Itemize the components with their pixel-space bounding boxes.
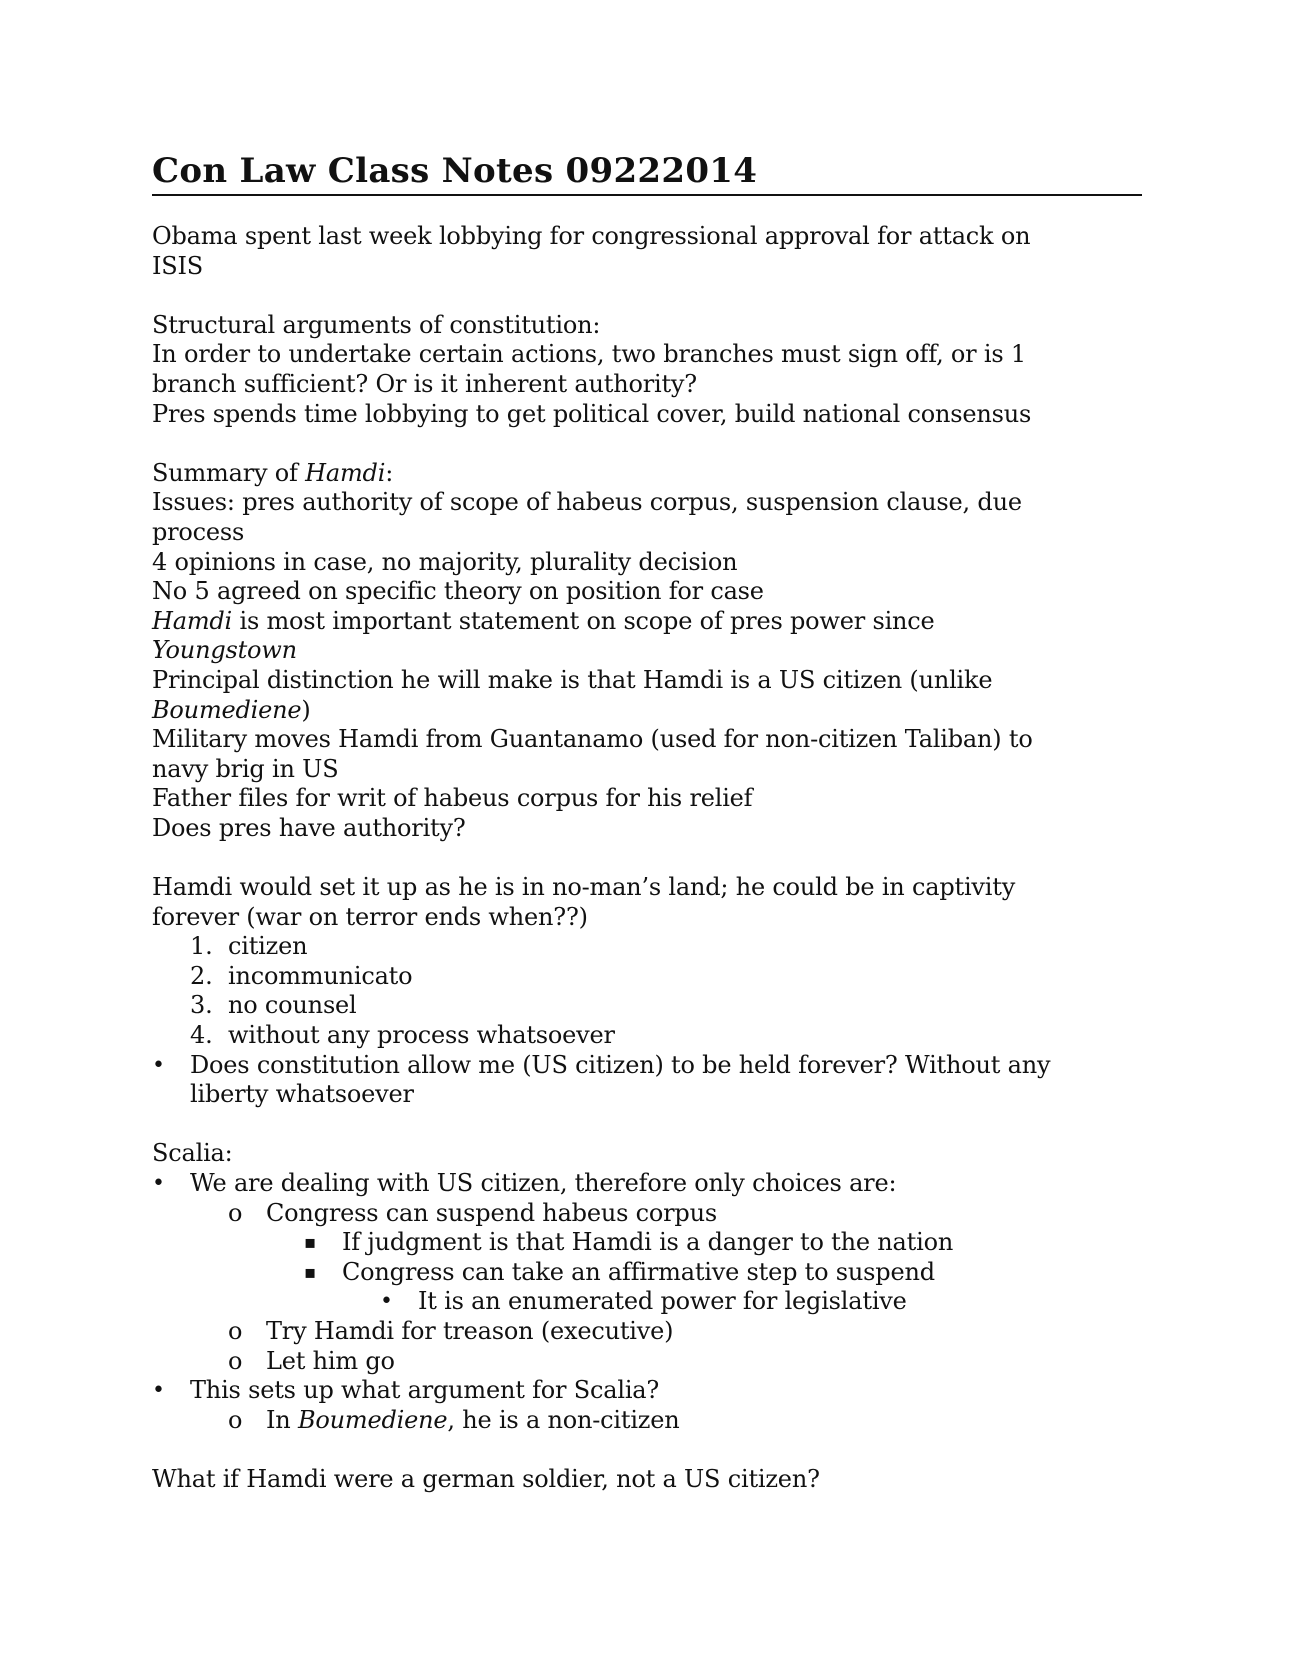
- sub-bullet-item: o In Boumediene, he is a non-citizen: [228, 1405, 680, 1434]
- bullet-item: • Does constitution allow me (US citizen) to be held forever? Without any liberty whatsoever: [152, 1050, 1051, 1109]
- text-line: Issues: pres authority of scope of habeus corpus, suspension clause, due: [152, 488, 1022, 517]
- sub-bullet-item: o Try Hamdi for treason (executive): [228, 1316, 674, 1345]
- list-item: 2. incommunicato: [190, 961, 413, 990]
- circle-bullet-icon: o: [228, 1405, 243, 1434]
- bullet-icon: •: [152, 1171, 165, 1196]
- bullet-item: • This sets up what argument for Scalia?: [152, 1376, 660, 1405]
- text-line: Hamdi would set it up as he is in no-man’s land; he could be in captivity: [152, 873, 1016, 902]
- text-line: Structural arguments of constitution:: [152, 310, 601, 339]
- scalia-section: [152, 1139, 1142, 1435]
- text-line: No 5 agreed on specific theory on position for case: [152, 577, 764, 606]
- sub-sub-bullet-item: ▪ Congress can take an affirmative step to suspend: [304, 1257, 935, 1286]
- sub-bullet-item: o Congress can suspend habeus corpus: [228, 1198, 717, 1227]
- text-line: navy brig in US: [152, 754, 339, 783]
- sub-bullet-item: o Let him go: [228, 1346, 395, 1375]
- document-body: [152, 150, 1142, 1495]
- list-number: 1.: [190, 932, 213, 961]
- text-line: 4 opinions in case, no majority, plurality decision: [152, 547, 738, 576]
- summary-paragraph: [152, 459, 1142, 844]
- square-bullet-icon: ▪: [304, 1232, 316, 1254]
- text-line: Hamdi is most important statement on scope of pres power since: [152, 606, 935, 635]
- text-line: branch sufficient? Or is it inherent authority?: [152, 369, 697, 398]
- closing-question: What if Hamdi were a german soldier, not a US citizen?: [152, 1464, 820, 1493]
- bullet-item: • We are dealing with US citizen, therefore only choices are:: [152, 1169, 897, 1197]
- bullet-icon: •: [380, 1289, 393, 1315]
- text-line: Boumediene): [152, 695, 311, 724]
- text-line: Father files for writ of habeus corpus for his relief: [152, 784, 753, 813]
- text-line: Principal distinction he will make is that Hamdi is a US citizen (unlike: [152, 665, 993, 694]
- sub-sub-bullet-item: ▪ If judgment is that Hamdi is a danger to the nation: [304, 1228, 954, 1257]
- list-number: 2.: [190, 961, 213, 990]
- list-number: 4.: [190, 1021, 213, 1050]
- text-line: Military moves Hamdi from Guantanamo (used for non-citizen Taliban) to: [152, 725, 1033, 754]
- hamdi-setup-section: [152, 873, 1142, 1110]
- text-line: forever (war on terror ends when??): [152, 902, 588, 931]
- list-item: 1. citizen: [190, 932, 308, 961]
- section-heading: Scalia:: [152, 1139, 233, 1168]
- square-bullet-icon: ▪: [304, 1261, 316, 1283]
- circle-bullet-icon: o: [228, 1198, 243, 1227]
- text-line: process: [152, 517, 245, 546]
- structural-paragraph: [152, 311, 1142, 429]
- page-title: Con Law Class Notes 09222014: [152, 150, 1142, 196]
- list-item: 4. without any process whatsoever: [190, 1021, 615, 1050]
- text-line: Does pres have authority?: [152, 813, 466, 842]
- text-line: Obama spent last week lobbying for congressional approval for attack on: [152, 222, 1031, 250]
- notes-content: [152, 222, 1142, 1495]
- level4-bullet-item: • It is an enumerated power for legislative: [380, 1287, 907, 1316]
- text-line: ISIS: [152, 251, 204, 280]
- text-line: Youngstown: [152, 636, 297, 665]
- circle-bullet-icon: o: [228, 1316, 243, 1345]
- intro-paragraph: [152, 222, 1142, 281]
- list-number: 3.: [190, 991, 213, 1020]
- text-line: In order to undertake certain actions, two branches must sign off, or is 1: [152, 340, 1026, 369]
- circle-bullet-icon: o: [228, 1346, 243, 1375]
- bullet-icon: •: [152, 1378, 165, 1404]
- list-item: 3. no counsel: [190, 991, 357, 1020]
- summary-heading: Summary of Hamdi:: [152, 458, 394, 487]
- bullet-icon: •: [152, 1052, 165, 1078]
- text-line: Pres spends time lobbying to get political cover, build national consensus: [152, 399, 1032, 428]
